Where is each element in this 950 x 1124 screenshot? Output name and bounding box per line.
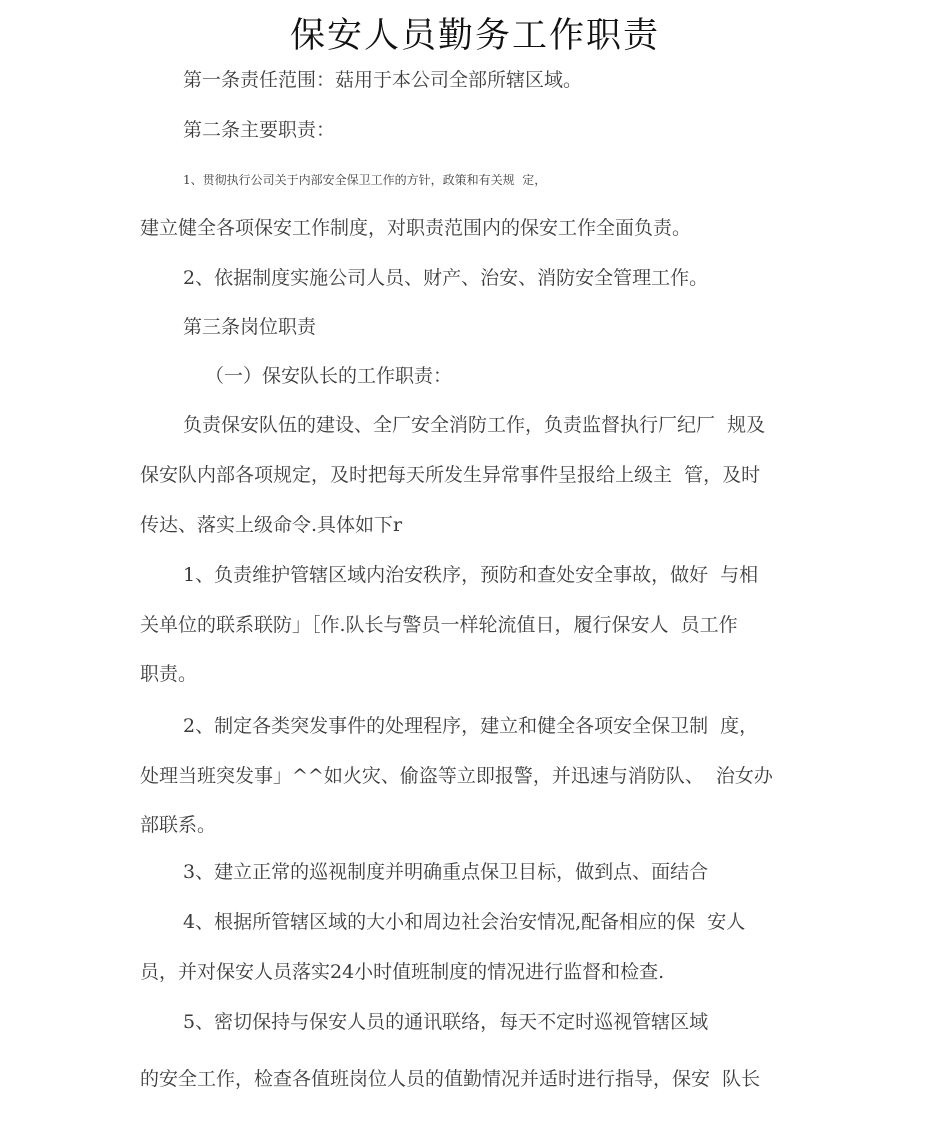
paragraph-line: 处理当班突发事」^^如火灾、偷盗等立即报警，并迅速与消防队、 治女办 bbox=[140, 765, 773, 787]
paragraph-line: 1、贯彻执行公司关于内部安全保卫工作的方针，政策和有关规 定， bbox=[183, 173, 547, 187]
paragraph-line: 建立健全各项保安工作制度，对职责范围内的保安工作全面负责。 bbox=[140, 217, 692, 239]
paragraph-line: 传达、落实上级命令.具体如下r bbox=[140, 514, 403, 536]
paragraph-line: 2、制定各类突发事件的处理程序，建立和健全各项安全保卫制 度， bbox=[183, 715, 759, 737]
paragraph-line: 第二条主要职责： bbox=[183, 119, 336, 141]
paragraph-line: （一）保安队长的工作职责： bbox=[205, 365, 453, 387]
paragraph-line: 5、密切保持与保安人员的通讯联络，每天不定时巡视管辖区域 bbox=[183, 1011, 709, 1033]
paragraph-line: 职责。 bbox=[140, 663, 198, 685]
paragraph-line: 部联系。 bbox=[140, 814, 217, 836]
paragraph-line: 关单位的联系联防」［作.队长与警员一样轮流值日，履行保安人 员工作 bbox=[140, 614, 738, 636]
document-title: 保安人员勤务工作职责 bbox=[289, 16, 660, 56]
paragraph-line: 3、建立正常的巡视制度并明确重点保卫目标，做到点、面结合 bbox=[183, 861, 709, 883]
paragraph-line: 的安全工作，检查各值班岗位人员的值勤情况并适时进行指导，保安 队长 bbox=[140, 1068, 761, 1090]
paragraph-line: 1、负责维护管辖区域内治安秩序，预防和查处安全事故，做好 与相 bbox=[183, 564, 759, 586]
paragraph-line: 员，并对保安人员落实24小时值班制度的情况进行监督和检查. bbox=[140, 961, 665, 983]
paragraph-line: 保安队内部各项规定，及时把每天所发生异常事件呈报给上级主 管，及时 bbox=[140, 464, 761, 486]
paragraph-line: 4、根据所管辖区域的大小和周边社会治安情况,配备相应的保 安人 bbox=[183, 911, 746, 933]
paragraph-line: 第三条岗位职责 bbox=[183, 316, 317, 338]
paragraph-line: 第一条责任范围：菇用于本公司全部所辖区域。 bbox=[183, 69, 583, 91]
paragraph-line: 2、依据制度实施公司人员、财产、治安、消防安全管理工作。 bbox=[183, 267, 709, 289]
paragraph-line: 负责保安队伍的建设、全厂安全消防工作，负责监督执行厂纪厂 规及 bbox=[183, 414, 766, 436]
